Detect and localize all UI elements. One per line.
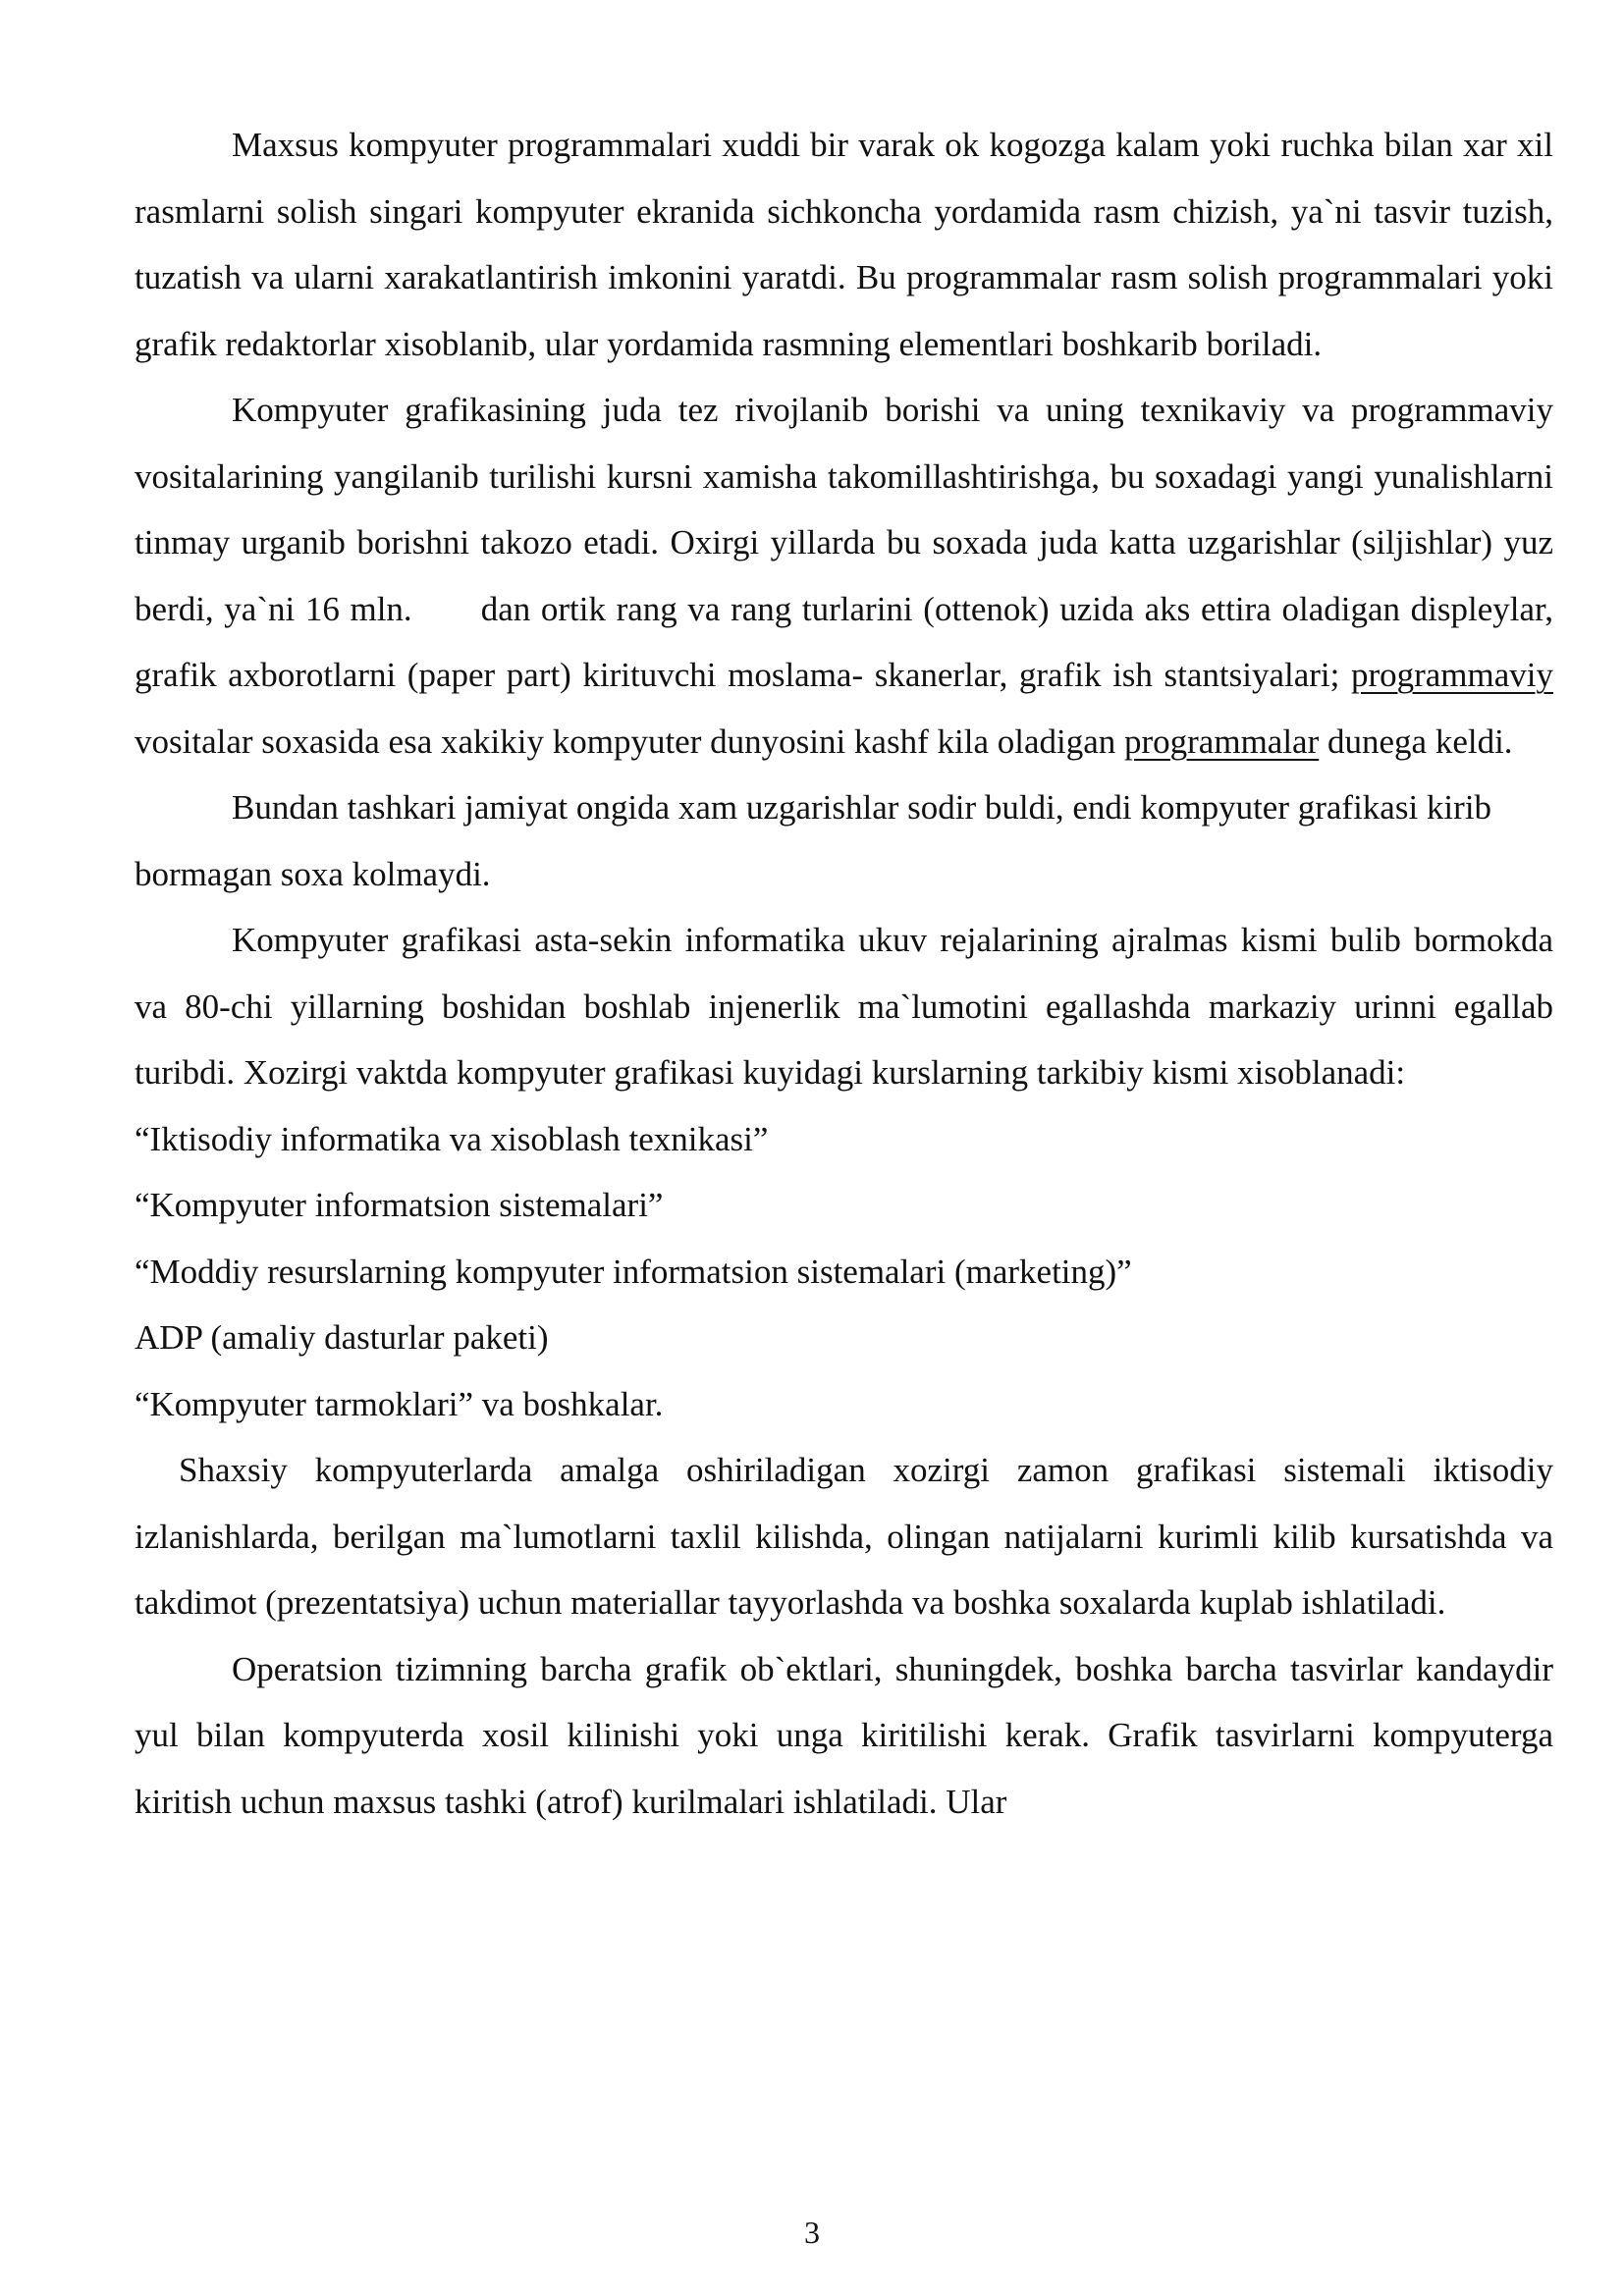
course-list-item: “Kompyuter informatsion sistemalari” <box>135 1186 664 1224</box>
paragraph-2 <box>135 377 1553 774</box>
document-body <box>135 112 1553 1835</box>
paragraph-5: Shaxsiy kompyuterlarda amalga oshiriladigan xozirgi zamon grafikasi sistemali iktisodiy izlanishlarda, berilgan ma`lumotlarni taxlil kilishda, olingan natijalarni kurimli kilib kursatishda va takdimot (prezentatsiya) uchun materiallar tayyorlashda va boshka soxalarda kuplab ishlatiladi. <box>135 1451 1553 1622</box>
paragraph-6: Operatsion tizimning barcha grafik ob`ektlari, shuningdek, boshka barcha tasvirlar kandaydir yul bilan kompyuterda xosil kilinishi yoki unga kiritilishi kerak. Grafik tasvirlarni kompyuterga kiritish uchun maxsus tashki (atrof) kurilmalari ishlatiladi. Ular <box>135 1649 1553 1821</box>
paragraph-3: Bundan tashkari jamiyat ongida xam uzgarishlar sodir buldi, endi kompyuter grafikasi kirib <box>232 788 1492 827</box>
paragraph-4: Kompyuter grafikasi asta-sekin informatika ukuv rejalarining ajralmas kismi bulib bormokda va 80-chi yillarning boshidan boshlab injenerlik ma`lumotini egallashda markaziy urinni egallab turibdi. Xozirgi vaktda kompyuter grafikasi kuyidagi kurslarning tarkibiy kismi xisoblanadi: <box>135 921 1553 1092</box>
underlined-term-programmalar: programmalar <box>1124 721 1320 761</box>
paragraph-3-continuation: bormagan soxa kolmaydi. <box>135 854 491 893</box>
page-number: 3 <box>804 2215 820 2250</box>
course-list-item: ADP (amaliy dasturlar paketi) <box>135 1318 549 1357</box>
course-list-item: “Kompyuter tarmoklari” va boshkalar. <box>135 1384 664 1423</box>
paragraph-2-part-4: dunega keldi. <box>1327 721 1513 761</box>
paragraph-2-part-3: vositalar soxasida esa xakikiy kompyuter dunyosini kashf kila oladigan <box>135 721 1116 761</box>
course-list-item: “Moddiy resurslarning kompyuter informatsion sistemalari (marketing)” <box>135 1252 1132 1291</box>
course-list-item: “Iktisodiy informatika va xisoblash texnikasi” <box>135 1119 769 1158</box>
paragraph-2-part-1: Kompyuter grafikasining juda tez rivojlanib borishi va uning texnikaviy va programmaviy vositalarining yangilanib turilishi kursni xamisha takomillashtirishga, bu soxadagi yangi yunalishlarni tinmay urganib borishni takozo etadi. Oxirgi yillarda bu soxada juda katta uzgarishlar (siljishlar) yuz berdi, ya`ni 16 mln. <box>135 391 1553 628</box>
underlined-term-programmaviy: programmaviy <box>1350 656 1553 694</box>
paragraph-1: Maxsus kompyuter programmalari xuddi bir varak ok kogozga kalam yoki ruchka bilan xar xil rasmlarni solish singari kompyuter ekranida sichkoncha yordamida rasm chizish, ya`ni tasvir tuzish, tuzatish va ularni xarakatlantirish imkonini yaratdi. Bu programmalar rasm solish programmalari yoki grafik redaktorlar xisoblanib, ular yordamida rasmning elementlari boshkarib boriladi. <box>135 126 1553 363</box>
paragraph-2-part-2: dan ortik rang va rang turlarini (ottenok) uzida aks ettira oladigan displeylar, grafik axborotlarni (paper part) kirituvchi moslama- skanerlar, grafik ish stantsiyalari; <box>135 589 1553 694</box>
